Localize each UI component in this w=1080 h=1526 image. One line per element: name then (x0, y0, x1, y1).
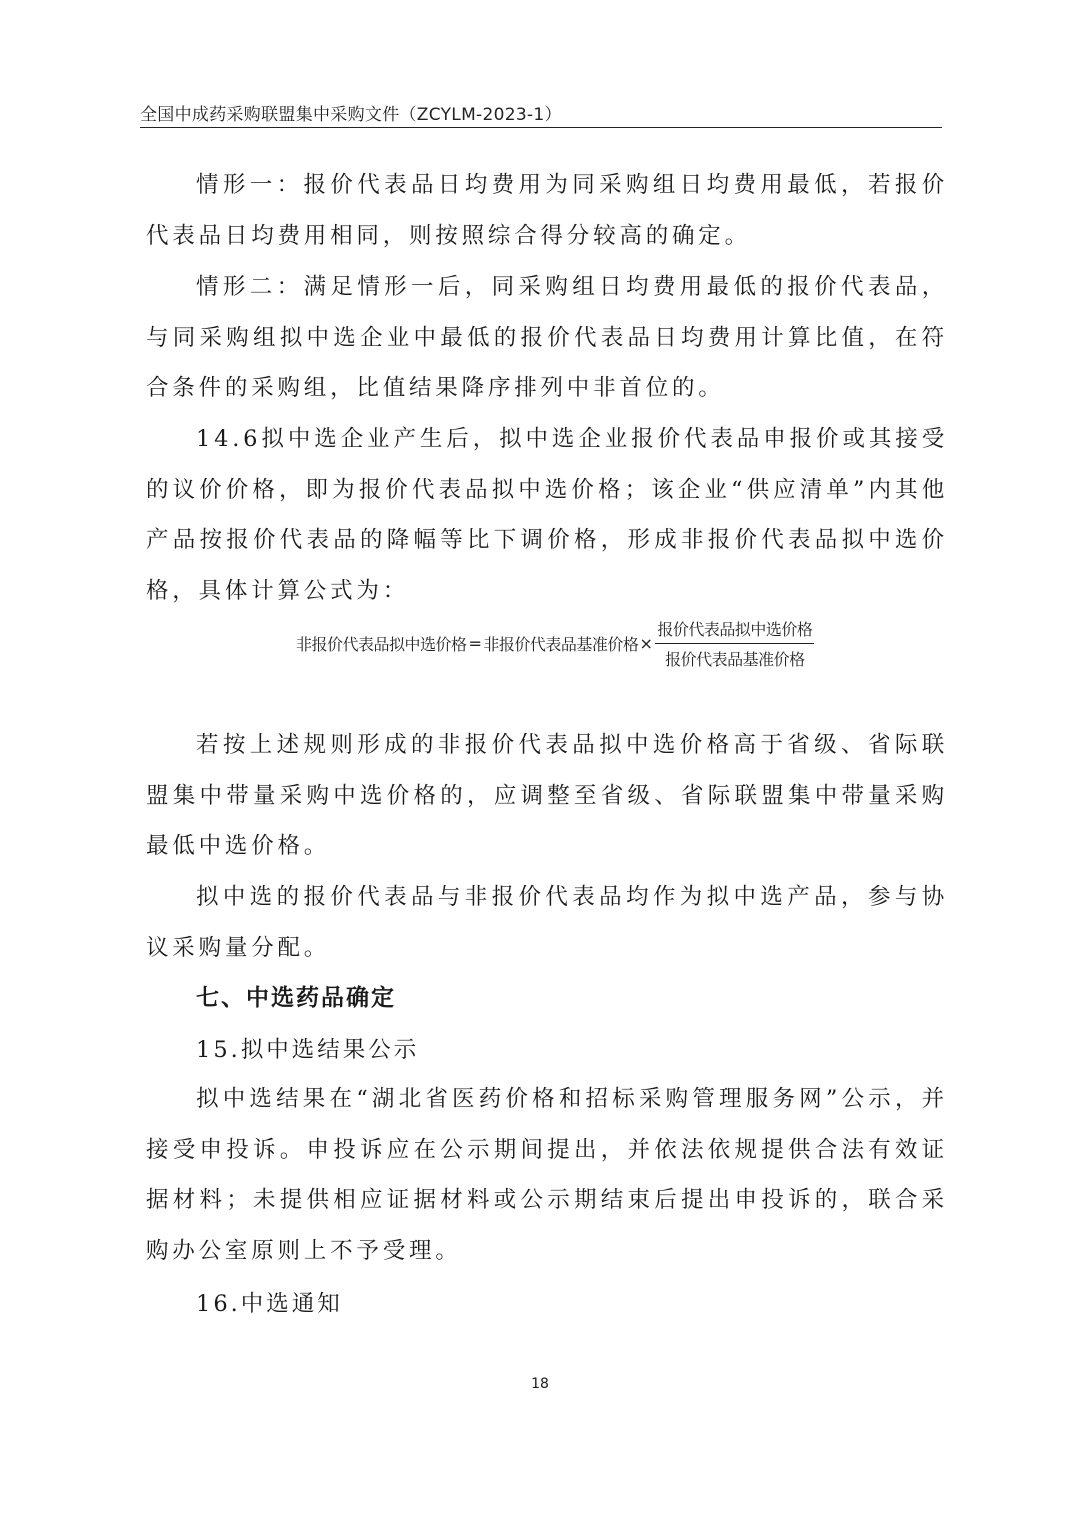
document-header-title: 全国中成药采购联盟集中采购文件（ZCYLM-2023-1） (140, 105, 562, 125)
paragraph-allocation: 拟中选的报价代表品与非报价代表品均作为拟中选产品，参与协议采购量分配。 (146, 884, 948, 961)
formula-equals-sign: = (468, 634, 482, 653)
paragraph-case-one: 情形一：报价代表品日均费用为同采购组日均费用最低，若报价代表品日均费用相同，则按照综合得分较高的确定。 (146, 172, 948, 249)
paragraph-14-6: 14.6拟中选企业产生后，拟中选企业报价代表品申报价或其接受的议价价格，即为报价代表品拟中选价格；该企业“供应清单”内其他产品按报价代表品的降幅等比下调价格，形成非报价代表品拟中选价格，具体计算公式为： (146, 426, 948, 604)
section-heading-7: 七、中选药品确定 (196, 985, 396, 1011)
paragraph-publicity: 拟中选结果在“湖北省医药价格和招标采购管理服务网”公示，并接受申投诉。申投诉应在公示期间提出，并依法依规提供合法有效证据材料；未提供相应证据材料或公示期结束后提出申投诉的，联合采购办公室原则上不予受理。 (146, 1086, 948, 1264)
subheading-16: 16.中选通知 (196, 1291, 343, 1317)
formula-numerator: 报价代表品拟中选价格 (655, 617, 814, 644)
paragraph-price-adjustment: 若按上述规则形成的非报价代表品拟中选价格高于省级、省际联盟集中带量采购中选价格的，应调整至省级、省际联盟集中带量采购最低中选价格。 (146, 732, 948, 859)
formula-fraction (655, 617, 814, 670)
formula-denominator: 报价代表品基准价格 (665, 650, 805, 669)
paragraph-case-two: 情形二：满足情形一后，同采购组日均费用最低的报价代表品，与同采购组拟中选企业中最低的报价代表品日均费用计算比值，在符合条件的采购组，比值结果降序排列中非首位的。 (146, 274, 948, 401)
price-formula (296, 617, 814, 670)
formula-lhs: 非报价代表品拟中选价格 (296, 635, 467, 654)
page-number: 18 (531, 1376, 549, 1392)
formula-base-price: 非报价代表品基准价格 (483, 635, 639, 654)
header-divider (140, 127, 942, 128)
subheading-15: 15.拟中选结果公示 (196, 1037, 420, 1063)
formula-times-sign: × (639, 634, 653, 653)
